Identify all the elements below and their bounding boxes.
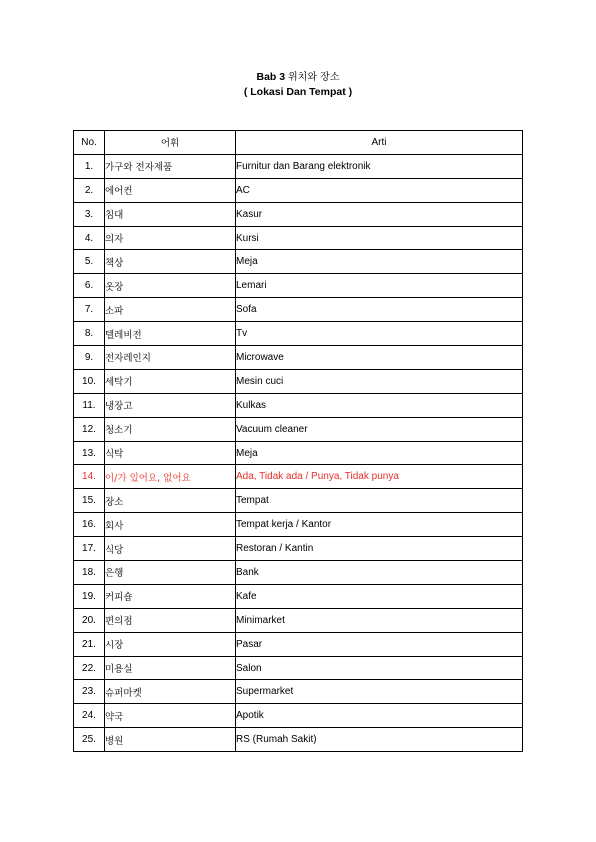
row-number: 14. — [74, 465, 105, 489]
indonesian-meaning: Meja — [236, 441, 523, 465]
indonesian-meaning: Microwave — [236, 346, 523, 370]
indonesian-meaning: Tempat — [236, 489, 523, 513]
row-number: 18. — [74, 561, 105, 585]
chapter-korean-title: 위치와 장소 — [288, 72, 340, 83]
chapter-subtitle: ( Lokasi Dan Tempat ) — [243, 86, 353, 98]
korean-word: 커피숍 — [105, 584, 236, 608]
table-row — [74, 322, 523, 346]
row-number: 23. — [74, 680, 105, 704]
table-row — [74, 704, 523, 728]
korean-word: 책상 — [105, 250, 236, 274]
indonesian-meaning: Salon — [236, 656, 523, 680]
indonesian-meaning: Furnitur dan Barang elektronik — [236, 154, 523, 178]
table-row — [74, 250, 523, 274]
row-number: 22. — [74, 656, 105, 680]
table-row — [74, 393, 523, 417]
table-row — [74, 584, 523, 608]
row-number: 24. — [74, 704, 105, 728]
vocabulary-table — [73, 130, 523, 752]
korean-word: 약국 — [105, 704, 236, 728]
row-number: 11. — [74, 393, 105, 417]
indonesian-meaning: Kursi — [236, 226, 523, 250]
korean-word: 세탁기 — [105, 369, 236, 393]
row-number: 10. — [74, 369, 105, 393]
row-number: 25. — [74, 728, 105, 752]
table-row — [74, 417, 523, 441]
indonesian-meaning: Meja — [236, 250, 523, 274]
row-number: 3. — [74, 202, 105, 226]
korean-word: 텔레비전 — [105, 322, 236, 346]
row-number: 7. — [74, 298, 105, 322]
chapter-heading — [0, 70, 596, 85]
korean-word: 냉장고 — [105, 393, 236, 417]
indonesian-meaning: Kafe — [236, 584, 523, 608]
row-number: 12. — [74, 417, 105, 441]
table-header-row — [74, 131, 523, 155]
table-row — [74, 226, 523, 250]
header-no: No. — [74, 131, 105, 155]
table-row — [74, 656, 523, 680]
korean-word: 에어컨 — [105, 178, 236, 202]
korean-word: 식당 — [105, 537, 236, 561]
korean-word: 은행 — [105, 561, 236, 585]
table-row — [74, 441, 523, 465]
table-row — [74, 608, 523, 632]
indonesian-meaning: Restoran / Kantin — [236, 537, 523, 561]
korean-word: 옷장 — [105, 274, 236, 298]
vocabulary-table-body — [74, 154, 523, 751]
row-number: 2. — [74, 178, 105, 202]
row-number: 19. — [74, 584, 105, 608]
row-number: 17. — [74, 537, 105, 561]
indonesian-meaning: Minimarket — [236, 608, 523, 632]
table-row — [74, 561, 523, 585]
korean-word: 이/가 있어요, 없어요 — [105, 465, 236, 489]
row-number: 15. — [74, 489, 105, 513]
row-number: 1. — [74, 154, 105, 178]
table-row — [74, 632, 523, 656]
table-row — [74, 465, 523, 489]
header-arti: Arti — [236, 131, 523, 155]
table-row — [74, 537, 523, 561]
indonesian-meaning: Bank — [236, 561, 523, 585]
table-row — [74, 154, 523, 178]
korean-word: 전자레인지 — [105, 346, 236, 370]
indonesian-meaning: Sofa — [236, 298, 523, 322]
row-number: 6. — [74, 274, 105, 298]
row-number: 16. — [74, 513, 105, 537]
table-row — [74, 346, 523, 370]
table-row — [74, 513, 523, 537]
korean-word: 의자 — [105, 226, 236, 250]
table-row — [74, 369, 523, 393]
indonesian-meaning: Tv — [236, 322, 523, 346]
korean-word: 소파 — [105, 298, 236, 322]
korean-word: 편의점 — [105, 608, 236, 632]
indonesian-meaning: Pasar — [236, 632, 523, 656]
row-number: 20. — [74, 608, 105, 632]
table-row — [74, 202, 523, 226]
row-number: 9. — [74, 346, 105, 370]
table-row — [74, 274, 523, 298]
korean-word: 가구와 전자제품 — [105, 154, 236, 178]
korean-word: 식탁 — [105, 441, 236, 465]
row-number: 21. — [74, 632, 105, 656]
indonesian-meaning: Mesin cuci — [236, 369, 523, 393]
page-title — [0, 70, 596, 100]
indonesian-meaning: Vacuum cleaner — [236, 417, 523, 441]
row-number: 8. — [74, 322, 105, 346]
korean-word: 청소기 — [105, 417, 236, 441]
korean-word: 병원 — [105, 728, 236, 752]
korean-word: 시장 — [105, 632, 236, 656]
indonesian-meaning: Apotik — [236, 704, 523, 728]
row-number: 13. — [74, 441, 105, 465]
indonesian-meaning: RS (Rumah Sakit) — [236, 728, 523, 752]
table-row — [74, 489, 523, 513]
header-korean: 어휘 — [105, 131, 236, 155]
korean-word: 미용실 — [105, 656, 236, 680]
indonesian-meaning: Tempat kerja / Kantor — [236, 513, 523, 537]
chapter-label: Bab 3 — [256, 71, 286, 83]
row-number: 4. — [74, 226, 105, 250]
korean-word: 침대 — [105, 202, 236, 226]
korean-word: 회사 — [105, 513, 236, 537]
indonesian-meaning: Supermarket — [236, 680, 523, 704]
table-row — [74, 728, 523, 752]
indonesian-meaning: Ada, Tidak ada / Punya, Tidak punya — [236, 465, 523, 489]
indonesian-meaning: AC — [236, 178, 523, 202]
table-row — [74, 298, 523, 322]
indonesian-meaning: Kasur — [236, 202, 523, 226]
row-number: 5. — [74, 250, 105, 274]
table-row — [74, 680, 523, 704]
indonesian-meaning: Lemari — [236, 274, 523, 298]
table-row — [74, 178, 523, 202]
indonesian-meaning: Kulkas — [236, 393, 523, 417]
korean-word: 슈퍼마켓 — [105, 680, 236, 704]
korean-word: 장소 — [105, 489, 236, 513]
